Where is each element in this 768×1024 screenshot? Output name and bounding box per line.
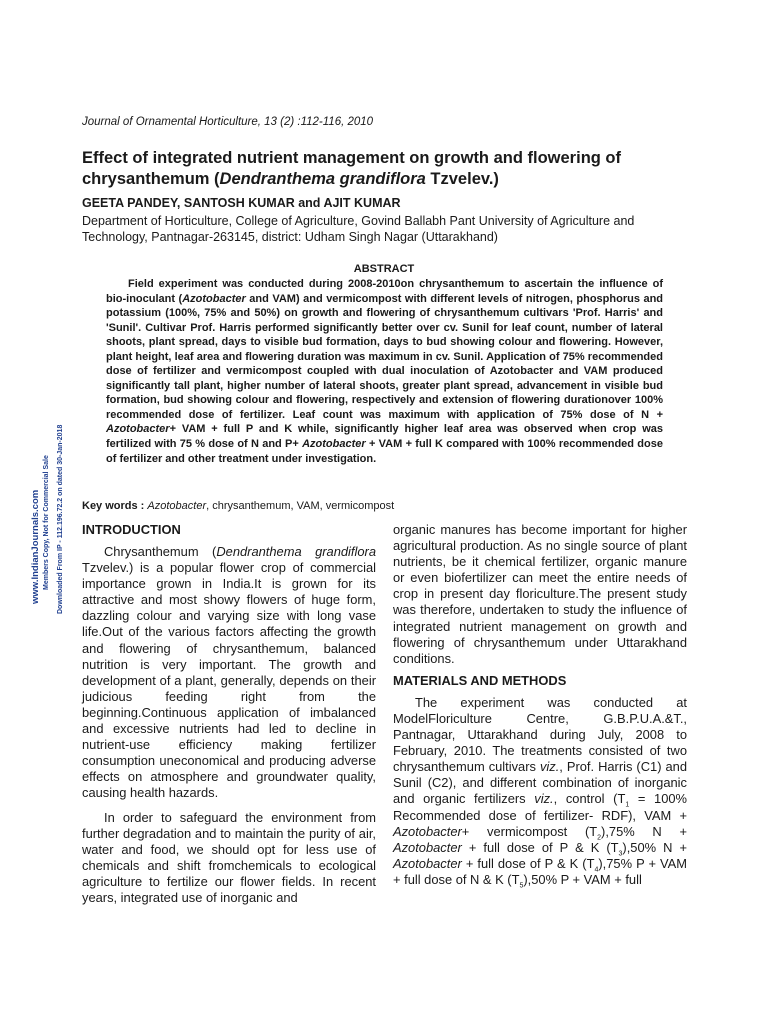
paragraph-text: ),75% P + VAM + full dose of N & K (T	[393, 855, 688, 887]
paragraph-text: , Prof. Harris (C1) and Sunil (C2), and different combination of inorganic and organic fertilizers	[393, 759, 687, 807]
treatment-subscript: 1	[625, 801, 630, 809]
paragraph-text: ),50% N +	[622, 839, 687, 855]
methods-paragraph	[393, 695, 687, 888]
italic-azotobacter: Azotobacter	[393, 823, 462, 839]
paragraph-text: Tzvelev.) is a popular flower crop of commercial importance grown in India.It is grown for its attractive and most showy flowers of huge form, dazzling colour and varying size with long vase life.Out of the various factors affecting the growth and flowering of chrysanthemum, balanced nutrition is very important. The growth and development of a plant, generally, depends on their judicious feeding right from the beginning.Continuous application of imbalanced and excessive nutrients had led to decline in nutrient-use efficiency making fertilizer consumption uneconomical and producing adverse effects on atmosphere and groundwater quality, causing health hazards.	[82, 560, 376, 801]
italic-azotobacter: Azotobacter	[393, 839, 462, 855]
abstract-text: Field experiment was conducted during 2008-2010on chrysanthemum to ascertain the influence of bio-inoculant (	[106, 278, 663, 305]
paper-title	[82, 148, 692, 190]
abstract-text: + VAM + full P and K while, significantly higher leaf area was observed when crop was fertilized with 75 % dose of N and P+	[106, 423, 663, 451]
paragraph-text: , control (T	[553, 791, 626, 807]
intro-paragraph-3: organic manures has become important for higher agricultural production. As no single source of plant nutrients, be it chemical fertilizer, organic manure or even biofertilizer can meet the entire needs of crop in present day floriculture.The present study was therefore, undertaken to study the influence of integrated nutrient management on growth and flowering of chrysanthemum under Uttarakhand conditions.	[393, 522, 687, 666]
abstract-text: and VAM) and vermicompost with different levels of nitrogen, phosphorus and potassium (100%, 75% and 50%) on growth and flowering of chrysanthemum cultivars 'Prof. Harris' and 'Sunil'. Cultivar Prof. Harris performed significantly better over cv. Sunil for leaf count, number of lateral shoots, plant spread, days to visible bud formation, days to bud showing colour and flowering. However, plant height, leaf area and flowering duration was maximum in cv. Sunil. Application of 75% recommended dose of fertilizer and vermicompost coupled with dual inoculation of Azotobacter and VAM produced significantly tall plant, higher number of lateral shoots, greater plant spread, advancement in visible bud formation, bud showing colour and flowering, respectively and extension of flowering durationover 100% recommended dose of fertilizer. Leaf count was maximum with application of 75% dose of N +	[106, 292, 664, 421]
paragraph-text: + full dose of P & K (T	[461, 855, 595, 871]
paragraph-text: ),75% N +	[601, 823, 687, 839]
affiliation: Department of Horticulture, College of Agriculture, Govind Ballabh Pant University of Agriculture and Technology, Pantnagar-263145, district: Udham Singh Nagar (Uttarakhand)	[82, 214, 635, 244]
title-text-1: Effect of integrated nutrient management on growth and flowering of chrysanthemum (	[82, 149, 622, 188]
abstract-body	[106, 277, 663, 466]
paragraph-text: + vermicompost (T	[461, 823, 598, 839]
column-right	[393, 522, 687, 888]
paragraph-text: Chrysanthemum (	[104, 544, 217, 559]
abstract-italic: Azotobacter	[302, 438, 366, 451]
intro-paragraph-1	[82, 544, 376, 802]
keywords-label: Key words :	[82, 500, 145, 512]
treatment-subscript: 2	[597, 834, 602, 842]
abstract-text: + VAM + full K compared with 100% recommended dose of fertilizer and other treatment under investigation.	[106, 438, 663, 465]
abstract-italic: Azotobacter	[182, 292, 246, 305]
keywords	[82, 500, 394, 512]
treatment-subscript: 4	[594, 866, 599, 874]
title-species: Dendranthema grandiflora	[219, 170, 426, 188]
title-text-2: Tzvelev.)	[425, 170, 499, 188]
column-left	[82, 522, 376, 906]
treatment-subscript: 5	[519, 882, 524, 890]
methods-heading: MATERIALS AND METHODS	[393, 672, 567, 688]
abstract-heading: ABSTRACT	[353, 263, 415, 275]
italic-azotobacter: Azotobacter	[393, 855, 462, 871]
paragraph-text: = 100% Recommended dose of fertilizer- RDF), VAM +	[393, 791, 687, 823]
treatment-subscript: 3	[618, 850, 623, 858]
keywords-list: , chrysanthemum, VAM, vermicompost	[206, 500, 395, 512]
species-name: Dendranthema grandiflora	[216, 544, 376, 559]
abstract-italic: Azotobacter	[106, 423, 170, 436]
site-watermark: www.IndianJournals.com	[30, 489, 41, 604]
paragraph-text: + full dose of P & K (T	[461, 839, 619, 855]
intro-paragraph-2: In order to safeguard the environment from further degradation and to maintain the purity of air, water and food, we should opt for less use of chemicals and shift fromchemicals to ecological agriculture to fertilize our flower fields. In recent years, integrated use of inorganic and	[82, 809, 376, 905]
paragraph-text: The experiment was conducted at ModelFloriculture Centre, G.B.P.U.A.&T., Pantnagar, Uttarakhand during July, 2008 to February, 2010. The treatments consisted of two chrysanthemum cultivars	[393, 694, 687, 775]
italic-viz: viz.	[534, 791, 554, 807]
introduction-heading: INTRODUCTION	[82, 522, 181, 537]
paragraph-text: ),50% P + VAM + full	[523, 871, 642, 887]
author-list: GEETA PANDEY, SANTOSH KUMAR and AJIT KUMAR	[82, 196, 401, 210]
journal-reference: Journal of Ornamental Horticulture, 13 (2) :112-116, 2010	[82, 116, 374, 128]
italic-viz: viz.	[539, 759, 560, 775]
download-notice: Downloaded From IP - 112.196.72.2 on dated 30-Jan-2018	[57, 424, 64, 614]
keyword-italic: Azotobacter	[147, 500, 207, 512]
copy-notice: Members Copy, Not for Commercial Sale	[43, 455, 50, 590]
